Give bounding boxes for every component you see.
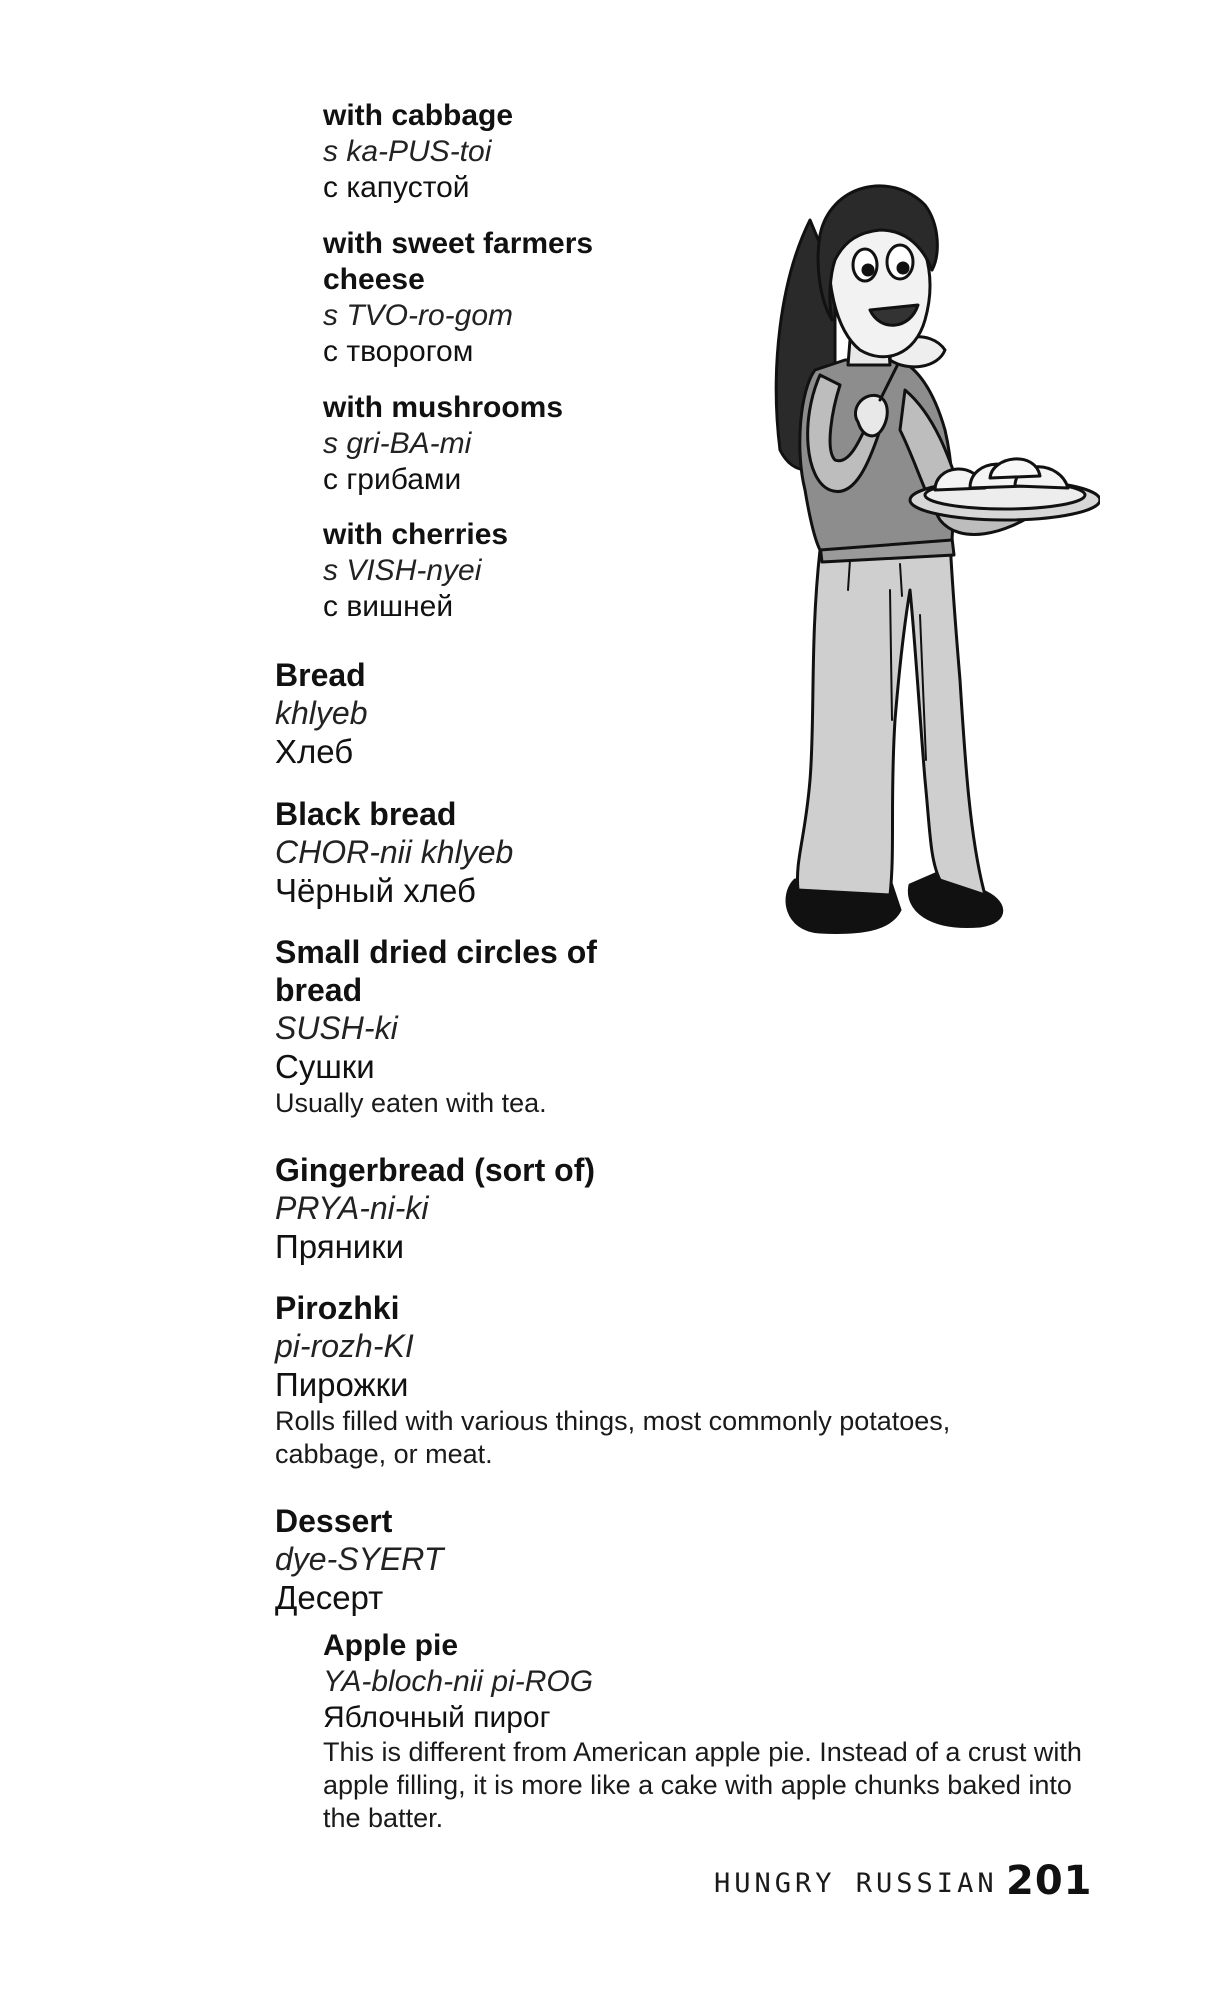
english-term: Apple pie xyxy=(323,1629,459,1662)
entry-pirozhki xyxy=(275,1289,1035,1471)
transliteration: s ka-PUS-toi xyxy=(323,135,492,168)
english-term: with cherries xyxy=(323,518,509,551)
russian-term: с вишней xyxy=(323,590,454,623)
transliteration: s VISH-nyei xyxy=(323,554,482,587)
russian-term: с грибами xyxy=(323,463,462,496)
transliteration: PRYA-ni-ki xyxy=(275,1190,429,1226)
russian-term: Сушки xyxy=(275,1048,375,1085)
english-term: with sweet farmers cheese xyxy=(323,227,594,296)
woman-with-dumplings-illustration xyxy=(740,160,1100,960)
english-term: Dessert xyxy=(275,1503,393,1539)
russian-term: Десерт xyxy=(275,1579,384,1616)
usage-note: Rolls filled with various things, most commonly potatoes, cabbage, or meat. xyxy=(275,1406,951,1469)
entry-small-dried-circles-of-bread xyxy=(275,933,635,1120)
entry-with-mushrooms xyxy=(323,390,563,498)
russian-term: Хлеб xyxy=(275,733,354,770)
transliteration: khlyeb xyxy=(275,695,368,731)
running-footer-title: HUNGRY RUSSIAN xyxy=(714,1868,998,1899)
russian-term: с капустой xyxy=(323,171,470,204)
english-term: Small dried circles of bread xyxy=(275,934,597,1008)
usage-note: Usually eaten with tea. xyxy=(275,1088,547,1118)
entry-bread xyxy=(275,656,368,772)
transliteration: CHOR-nii khlyeb xyxy=(275,834,514,870)
english-term: Pirozhki xyxy=(275,1290,400,1326)
entry-dessert xyxy=(275,1502,443,1618)
usage-note: This is different from American apple pie. Instead of a crust with apple filling, it is more like a cake with apple chunks baked into the batter. xyxy=(323,1737,1082,1833)
russian-term: Пирожки xyxy=(275,1366,409,1403)
transliteration: SUSH-ki xyxy=(275,1010,398,1046)
english-term: Bread xyxy=(275,657,366,693)
entry-black-bread xyxy=(275,795,513,911)
transliteration: s gri-BA-mi xyxy=(323,427,472,460)
english-term: with cabbage xyxy=(323,99,514,132)
russian-term: Чёрный хлеб xyxy=(275,872,476,909)
russian-term: с творогом xyxy=(323,335,474,368)
english-term: Black bread xyxy=(275,796,457,832)
transliteration: YA-bloch-nii pi-ROG xyxy=(323,1665,594,1698)
entry-apple-pie xyxy=(323,1628,1103,1835)
russian-term: Яблочный пирог xyxy=(323,1701,551,1734)
entry-gingerbread xyxy=(275,1151,595,1267)
page-number: 201 xyxy=(1006,1858,1093,1904)
english-term: with mushrooms xyxy=(323,391,564,424)
transliteration: s TVO-ro-gom xyxy=(323,299,514,332)
entry-with-sweet-farmers-cheese xyxy=(323,226,653,370)
entry-with-cabbage xyxy=(323,98,513,206)
entry-with-cherries xyxy=(323,517,508,625)
transliteration: dye-SYERT xyxy=(275,1541,444,1577)
english-term: Gingerbread (sort of) xyxy=(275,1152,596,1188)
transliteration: pi-rozh-KI xyxy=(275,1328,414,1364)
russian-term: Пряники xyxy=(275,1228,405,1265)
